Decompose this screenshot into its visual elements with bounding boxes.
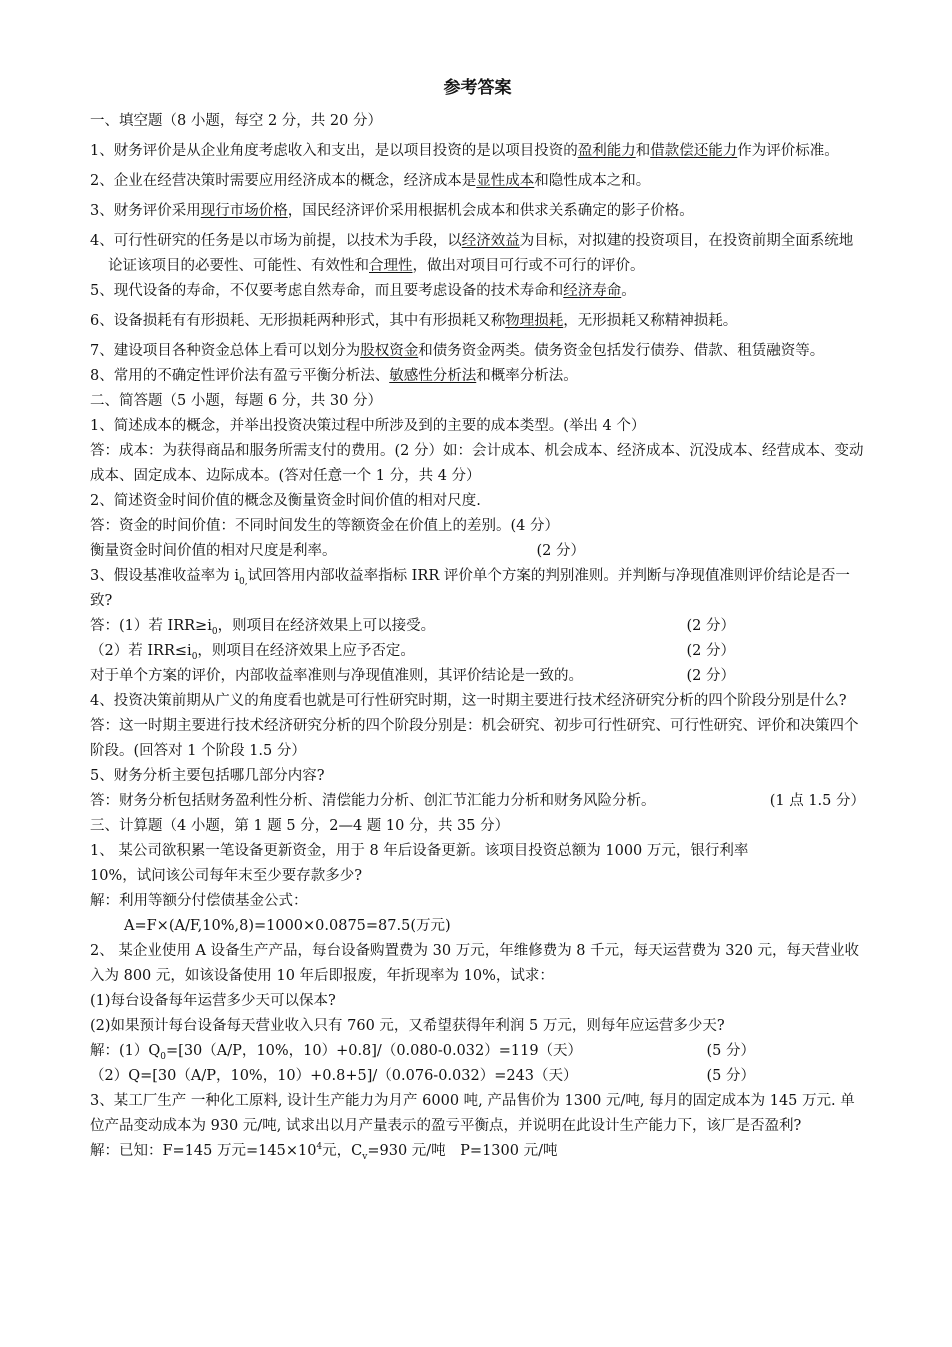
fill-question-3: 3、财务评价采用现行市场价格，国民经济评价采用根据机会成本和供求关系确定的影子价格。 bbox=[90, 203, 694, 219]
short-question-4: 4、投资决策前期从广义的角度看也就是可行性研究时期，这一时期主要进行技术经济研究分析的四个阶段分别是什么? bbox=[90, 693, 847, 709]
calc-answer-2-line-1: 解：$(1)Q_0=[30(A/P$，10%，10）+0.8]/（0.080-0.032）=119（天） (5 分） bbox=[90, 1039, 865, 1064]
section-3-heading: 三、计算题（4 小题，第 1 题 5 分，2—4 题 10 分，共 35 分） bbox=[90, 818, 510, 834]
calc-answer-1-formula: A=F×(A/F,10%,8)=1000×0.0875=87.5(万元) bbox=[124, 918, 451, 934]
section-2-heading: 二、简答题（5 小题，每题 6 分，共 30 分） bbox=[90, 393, 382, 409]
section-1-heading: 一、填空题（8 小题，每空 2 分，共 20 分） bbox=[90, 113, 382, 129]
score-label: (5 分） bbox=[706, 1043, 755, 1059]
short-answer-2-line-2: 衡量资金时间价值的相对尺度是利率。 (2 分） bbox=[90, 539, 865, 564]
calc-question-2-part-2: (2)如果预计每台设备每天营业收入只有 760 元，又希望获得年利润 5 万元，则每年应运营多少天? bbox=[90, 1018, 725, 1034]
fill-question-1: 1、财务评价是从企业角度考虑收入和支出，是以项目投资的是以项目投资的盈利能力和借款偿还能力作为评价标准。 bbox=[90, 143, 839, 159]
short-answer-4: 答：这一时期主要进行技术经济研究分析的四个阶段分别是：机会研究、初步可行性研究、可行性研究、评价和决策四个阶段。(回答对 1 个阶段 1.5 分） bbox=[90, 718, 859, 759]
short-question-2: 2、简述资金时间价值的概念及衡量资金时间价值的相对尺度. bbox=[90, 493, 481, 509]
fill-question-6: 6、设备损耗有有形损耗、无形损耗两种形式，其中有形损耗又称物理损耗，无形损耗又称精神损耗。 bbox=[90, 313, 738, 329]
calc-question-1-line-1: 1、 某公司欲积累一笔设备更新资金，用于 8 年后设备更新。该项目投资总额为 1000 万元，银行利率 bbox=[90, 843, 749, 859]
fill-question-2: 2、企业在经营决策时需要应用经济成本的概念，经济成本是显性成本和隐性成本之和。 bbox=[90, 173, 651, 189]
short-answer-2-line-1: 答：资金的时间价值：不同时间发生的等额资金在价值上的差别。(4 分） bbox=[90, 518, 559, 534]
short-answer-5: 答：财务分析包括财务盈利性分析、清偿能力分析、创汇节汇能力分析和财务风险分析。 (1 点 1.5 分） bbox=[90, 789, 865, 814]
score-label: (2 分） bbox=[686, 618, 735, 634]
calc-answer-2-line-2: （2）Q=[30（A/P，10%，10）+0.8+5]/（0.076-0.032）=243（天） (5 分） bbox=[90, 1064, 865, 1089]
short-question-5: 5、财务分析主要包括哪几部分内容? bbox=[90, 768, 325, 784]
score-label: (2 分） bbox=[536, 543, 585, 559]
calc-question-2-part-1: (1)每台设备每年运营多少天可以保本? bbox=[90, 993, 336, 1009]
fill-question-7: 7、建设项目各种资金总体上看可以划分为股权资金和债务资金两类。债务资金包括发行债券、借款、租赁融资等。 bbox=[90, 343, 825, 359]
short-answer-3-line-3: 对于单个方案的评价，内部收益率准则与净现值准则，其评价结论是一致的。 (2 分） bbox=[90, 664, 865, 689]
calc-answer-3: 解：已知：F=145 万元$=145\times 10^4$元，$C_v=930$ 元/吨 P=1300 元/吨 bbox=[90, 1142, 558, 1162]
short-answer-3-line-1: 答：(1）若 $IRR\ge i_0$，则项目在经济效果上可以接受。 (2 分） bbox=[90, 614, 865, 639]
fill-question-5: 5、现代设备的寿命，不仅要考虑自然寿命，而且要考虑设备的技术寿命和经济寿命。 bbox=[90, 283, 636, 299]
calc-question-3: 3、某工厂生产 一种化工原料, 设计生产能力为月产 6000 吨, 产品售价为 1300 元/吨, 每月的固定成本为 145 万元. 单位产品变动成本为 930 元/吨, 试求出以月产量表示的盈亏平衡点，并说明在此设计生产能力下，该厂是否盈利? bbox=[90, 1093, 855, 1134]
calc-answer-1-line-1: 解：利用等额分付偿债基金公式： bbox=[90, 893, 308, 909]
page-title: 参考答案 bbox=[443, 78, 512, 98]
score-label: (2 分） bbox=[686, 643, 735, 659]
calc-question-1-line-2: 10%，试问该公司每年末至少要存款多少? bbox=[90, 868, 363, 884]
short-question-1: 1、简述成本的概念，并举出投资决策过程中所涉及到的主要的成本类型。(举出 4 个） bbox=[90, 418, 646, 434]
calc-question-2: 2、 某企业使用 A 设备生产产品，每台设备购置费为 30 万元，年维修费为 8 千元，每天运营费为 320 元，每天营业收入为 800 元，如该设备使用 10 年后即报废，年折现率为 10%，试求： bbox=[90, 943, 860, 984]
short-answer-1: 答：成本：为获得商品和服务所需支付的费用。(2 分）如：会计成本、机会成本、经济成本、沉没成本、经营成本、变动成本、固定成本、边际成本。(答对任意一个 1 分，共 4 分） bbox=[90, 443, 864, 484]
document-page bbox=[90, 70, 865, 1164]
score-label: (5 分） bbox=[706, 1068, 755, 1084]
score-label: (1 点 1.5 分） bbox=[769, 793, 865, 809]
short-question-3: 3、假设基准收益率为 $i_{0,}$试回答用内部收益率指标 IRR 评价单个方案的判别准则。并判断与净现值准则评价结论是否一致? bbox=[90, 568, 850, 609]
fill-question-8: 8、常用的不确定性评价法有盈亏平衡分析法、敏感性分析法和概率分析法。 bbox=[90, 368, 578, 384]
score-label: (2 分） bbox=[686, 668, 735, 684]
fill-question-4: 4、可行性研究的任务是以市场为前提，以技术为手段，以经济效益为目标，对拟建的投资项目，在投资前期全面系统地论证该项目的必要性、可能性、有效性和合理性，做出对项目可行或不可行的评价。 bbox=[90, 233, 854, 274]
short-answer-3-line-2: （2）若 $IRR\le i_0$，则项目在经济效果上应予否定。 (2 分） bbox=[90, 639, 865, 664]
